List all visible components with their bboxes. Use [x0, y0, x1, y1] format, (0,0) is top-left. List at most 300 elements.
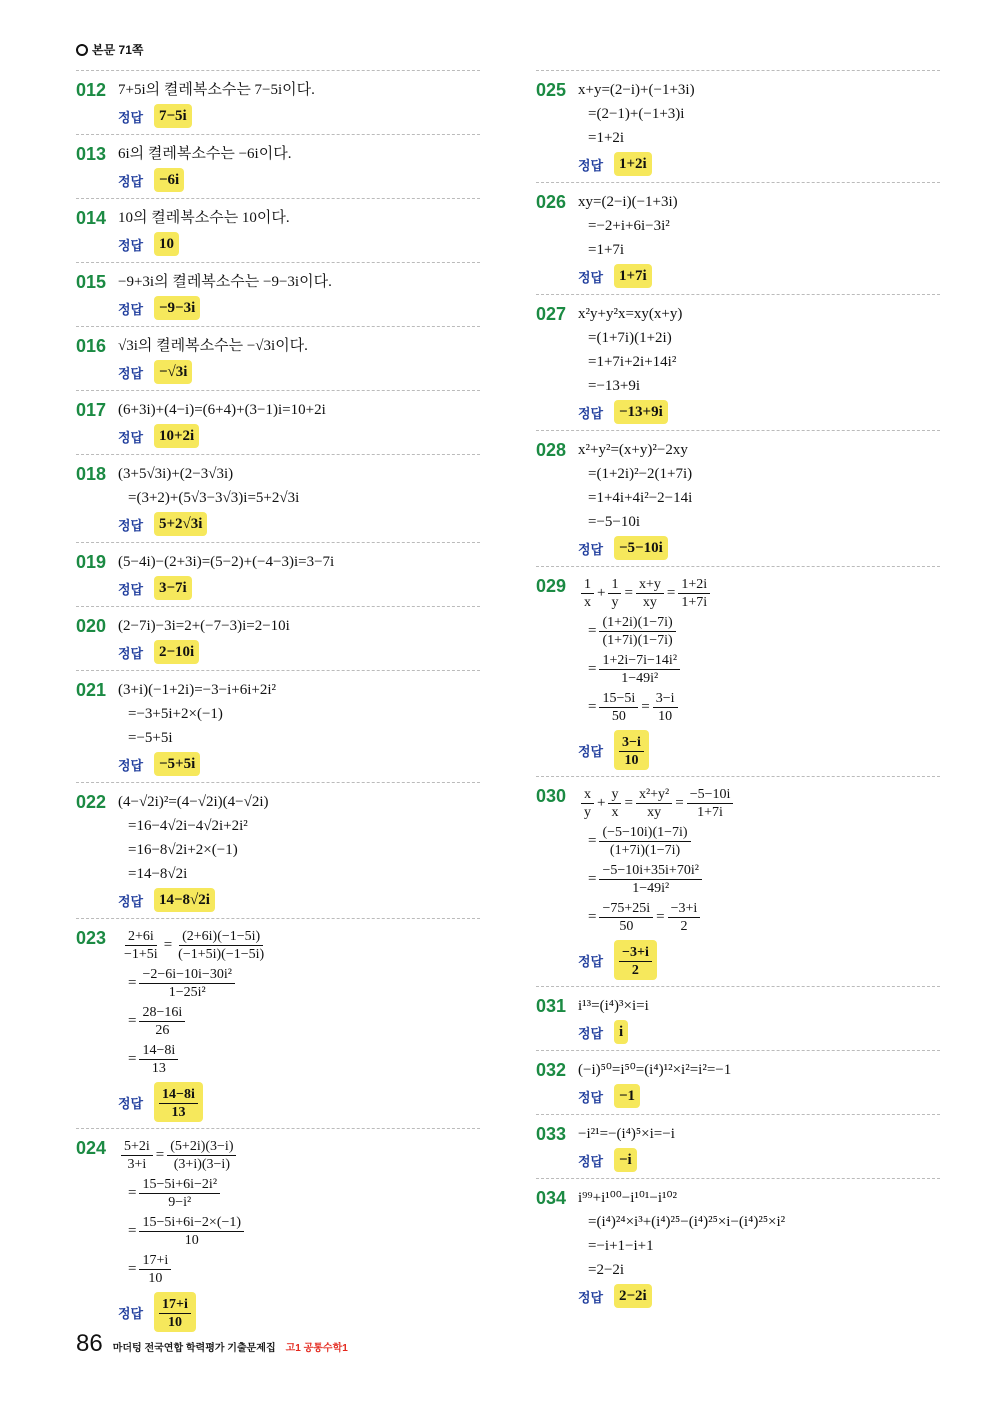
numerator: x+y [636, 576, 664, 594]
denominator: (1+7i)(1−7i) [609, 842, 681, 858]
solution-line [578, 612, 940, 650]
operator: = [588, 699, 597, 715]
fraction [619, 944, 652, 979]
answer-label: 정답 [118, 429, 144, 445]
solution-line: −9+3i의 켤레복소수는 −9−3i이다. [118, 274, 332, 290]
denominator: y [611, 594, 619, 610]
answer-value: −5−10i [614, 536, 668, 560]
numerator: y [608, 786, 621, 804]
denominator: xy [647, 804, 662, 820]
solution [578, 994, 940, 1044]
denominator: 3+i [127, 1156, 147, 1172]
problem-012 [76, 70, 480, 134]
numerator: 1+2i [678, 576, 710, 594]
subject-label: 고1 공통수학1 [285, 1343, 348, 1354]
problem-number: 025 [536, 80, 567, 100]
answer-row [118, 512, 480, 536]
solution-line: i¹³=(i⁴)³×i=i [578, 998, 649, 1014]
solution-line [578, 898, 940, 936]
solution-line: =2−2i [588, 1262, 625, 1278]
operator: = [588, 661, 597, 677]
fraction [139, 1252, 171, 1287]
answer-label: 정답 [118, 1095, 144, 1111]
fraction [121, 928, 161, 963]
solution-line [578, 650, 940, 688]
answer-value [614, 730, 649, 770]
denominator: 1−25i² [168, 984, 206, 1000]
answer-label: 정답 [578, 157, 604, 173]
fraction [608, 576, 621, 611]
solution-line: (−i)⁵⁰=i⁵⁰=(i⁴)¹²×i²=i²=−1 [578, 1062, 732, 1078]
solution-line: =−2+i+6i−3i² [588, 218, 670, 234]
problem-number: 020 [76, 616, 107, 636]
section-title: 본문 71쪽 [92, 43, 144, 57]
operator: = [656, 909, 665, 925]
solution-line: (2−7i)−3i=2+(−7−3)i=2−10i [118, 618, 290, 634]
solution [578, 78, 940, 176]
solution-line [118, 1002, 480, 1040]
problem-017 [76, 390, 480, 454]
solution-line: 6i의 켤레복소수는 −6i이다. [118, 146, 292, 162]
denominator: 10 [624, 753, 639, 768]
answer-value: −i [614, 1148, 637, 1172]
answer-value: 3−7i [154, 576, 192, 600]
numerator: 17+i [139, 1252, 171, 1270]
solution-line: =1+4i+4i²−2−14i [588, 490, 693, 506]
solution [118, 1136, 480, 1332]
problem-033 [536, 1114, 940, 1178]
solution-line: 7+5i의 켤레복소수는 7−5i이다. [118, 82, 315, 98]
answer-label: 정답 [118, 517, 144, 533]
fraction [687, 786, 734, 821]
solution-line: −i²¹=−(i⁴)⁵×i=−i [578, 1126, 675, 1142]
denominator: y [584, 804, 591, 820]
answer-label: 정답 [578, 269, 604, 285]
problem-number: 031 [536, 996, 567, 1016]
solution-line: =−5+5i [128, 730, 173, 746]
answer-row [578, 730, 940, 770]
denominator: 10 [167, 1315, 182, 1330]
operator: = [641, 699, 650, 715]
solution-line: =−5−10i [588, 514, 641, 530]
solution [118, 270, 480, 320]
answer-row [578, 152, 940, 176]
denominator: 1+7i [681, 594, 708, 610]
solution-line: x+y=(2−i)+(−1+3i) [578, 82, 695, 98]
operator: = [128, 1185, 137, 1201]
solution-line: =1+7i+2i+14i² [588, 354, 677, 370]
operator: = [624, 585, 633, 601]
answer-label: 정답 [578, 743, 604, 759]
fraction [581, 786, 594, 821]
problem-number: 022 [76, 792, 107, 812]
solution [578, 438, 940, 560]
solution-line: (6+3i)+(4−i)=(6+4)+(3−1)i=10+2i [118, 402, 326, 418]
circle-bullet-icon [76, 44, 88, 56]
solution-line [118, 1174, 480, 1212]
answer-label: 정답 [578, 541, 604, 557]
answer-label: 정답 [118, 581, 144, 597]
right-column [536, 70, 940, 1314]
fraction [175, 928, 267, 963]
answer-value: −13+9i [614, 400, 668, 424]
solution-line: xy=(2−i)(−1+3i) [578, 194, 678, 210]
operator: = [128, 975, 137, 991]
problem-016 [76, 326, 480, 390]
answer-row [118, 1082, 480, 1122]
operator: = [588, 833, 597, 849]
answer-label: 정답 [118, 645, 144, 661]
solution [578, 1186, 940, 1308]
operator: + [597, 585, 606, 601]
fraction [139, 1004, 185, 1039]
answer-row [118, 296, 480, 320]
denominator: 13 [151, 1060, 166, 1076]
answer-value: 14−8√2i [154, 888, 215, 912]
problem-031 [536, 986, 940, 1050]
problem-number: 017 [76, 400, 107, 420]
numerator: (−5−10i)(1−7i) [599, 824, 690, 842]
answer-value [614, 940, 657, 980]
left-column [76, 70, 480, 1338]
problem-015 [76, 262, 480, 326]
solution-line [578, 784, 940, 822]
problem-number: 032 [536, 1060, 567, 1080]
answer-row [118, 424, 480, 448]
numerator: (5+2i)(3−i) [167, 1138, 236, 1156]
solution-line [118, 1040, 480, 1078]
operator: = [624, 795, 633, 811]
answer-value: 5+2√3i [154, 512, 207, 536]
solution [118, 926, 480, 1122]
answer-row [118, 640, 480, 664]
problem-number: 015 [76, 272, 107, 292]
problem-number: 023 [76, 928, 107, 948]
numerator: 1+2i−7i−14i² [599, 652, 680, 670]
numerator: x [581, 786, 594, 804]
fraction [139, 1176, 220, 1211]
page-number: 86 [76, 1330, 103, 1357]
problem-number: 018 [76, 464, 107, 484]
solution-line: =(i⁴)²⁴×i³+(i⁴)²⁵−(i⁴)²⁵×i−(i⁴)²⁵×i² [588, 1214, 786, 1230]
problem-014 [76, 198, 480, 262]
solution-line [118, 964, 480, 1002]
fraction [159, 1086, 198, 1121]
problem-026 [536, 182, 940, 294]
solution-line [578, 860, 940, 898]
fraction [167, 1138, 236, 1173]
problem-number: 013 [76, 144, 107, 164]
denominator: 9−i² [168, 1194, 192, 1210]
denominator: 2 [631, 963, 639, 978]
solution-line: x²y+y²x=xy(x+y) [578, 306, 683, 322]
answer-value: 2−2i [614, 1284, 652, 1308]
numerator: 14−8i [159, 1086, 198, 1104]
problem-number: 019 [76, 552, 107, 572]
fraction [599, 690, 638, 725]
answer-value: −9−3i [154, 296, 200, 320]
problem-013 [76, 134, 480, 198]
operator: = [128, 1051, 137, 1067]
fraction [608, 786, 621, 821]
fraction [121, 1138, 153, 1173]
problem-number: 014 [76, 208, 107, 228]
problem-021 [76, 670, 480, 782]
solution-line [578, 574, 940, 612]
denominator: xy [642, 594, 657, 610]
solution-line [118, 1136, 480, 1174]
denominator: x [584, 594, 591, 610]
solution-line: =−i+1−i+1 [588, 1238, 654, 1254]
solution [118, 462, 480, 536]
fraction [636, 786, 672, 821]
fraction [636, 576, 664, 611]
problem-number: 021 [76, 680, 107, 700]
denominator: 1+7i [697, 804, 723, 820]
answer-row [118, 752, 480, 776]
fraction [653, 690, 678, 725]
operator: = [163, 937, 173, 953]
answer-value: −1 [614, 1084, 640, 1108]
solution-line: (3+5√3i)+(2−3√3i) [118, 466, 234, 482]
denominator: (−1+5i)(−1−5i) [178, 946, 265, 962]
numerator: −3+i [619, 944, 652, 962]
denominator: 26 [155, 1022, 170, 1038]
problem-028 [536, 430, 940, 566]
answer-row [118, 888, 480, 912]
solution [578, 784, 940, 980]
numerator: 14−8i [139, 1042, 178, 1060]
answer-row [578, 940, 940, 980]
answer-row [578, 536, 940, 560]
numerator: −75+25i [599, 900, 653, 918]
operator: = [128, 1261, 137, 1277]
operator: = [155, 1147, 165, 1163]
solution-line: (4−√2i)²=(4−√2i)(4−√2i) [118, 794, 269, 810]
problem-number: 034 [536, 1188, 567, 1208]
answer-label: 정답 [578, 405, 604, 421]
numerator: (2+6i)(−1−5i) [179, 928, 263, 946]
problem-030 [536, 776, 940, 986]
fraction [139, 966, 234, 1001]
answer-label: 정답 [578, 1089, 604, 1105]
solution [578, 574, 940, 770]
solution [578, 1058, 940, 1108]
answer-row [578, 1084, 940, 1108]
answer-label: 정답 [118, 893, 144, 909]
solution-line [118, 926, 480, 964]
solution-line: =(2−1)+(−1+3)i [588, 106, 685, 122]
problem-019 [76, 542, 480, 606]
operator: = [588, 623, 597, 639]
solution-line [578, 688, 940, 726]
answer-label: 정답 [118, 1305, 144, 1321]
numerator: 1 [608, 576, 621, 594]
answer-label: 정답 [578, 1289, 604, 1305]
answer-value: −6i [154, 168, 184, 192]
answer-row [578, 1284, 940, 1308]
problem-024 [76, 1128, 480, 1338]
numerator: −5−10i+35i+70i² [599, 862, 701, 880]
denominator: 10 [658, 708, 673, 724]
solution-line [118, 1212, 480, 1250]
solution [118, 678, 480, 776]
solution-line: i⁹⁹+i¹⁰⁰−i¹⁰¹−i¹⁰² [578, 1190, 678, 1206]
solution [118, 550, 480, 600]
solution-line: 10의 켤레복소수는 10이다. [118, 210, 290, 226]
solution [118, 142, 480, 192]
problem-number: 033 [536, 1124, 567, 1144]
answer-value [154, 1292, 196, 1332]
solution-line: =−3+5i+2×(−1) [128, 706, 223, 722]
operator: = [666, 585, 676, 601]
problem-number: 026 [536, 192, 567, 212]
answer-label: 정답 [118, 757, 144, 773]
answer-value: 1+2i [614, 152, 652, 176]
answer-row [118, 1292, 480, 1332]
problem-034 [536, 1178, 940, 1314]
solution [118, 614, 480, 664]
problem-032 [536, 1050, 940, 1114]
denominator: 10 [184, 1232, 199, 1248]
answer-row [118, 232, 480, 256]
solution [578, 190, 940, 288]
numerator: 3−i [619, 734, 644, 752]
numerator: 15−5i [599, 690, 638, 708]
denominator: 13 [171, 1105, 186, 1120]
problem-number: 028 [536, 440, 567, 460]
answer-label: 정답 [118, 173, 144, 189]
denominator: 50 [619, 918, 634, 934]
numerator: 28−16i [139, 1004, 185, 1022]
solution [578, 1122, 940, 1172]
fraction [581, 576, 594, 611]
numerator: 15−5i+6i−2×(−1) [139, 1214, 244, 1232]
fraction [678, 576, 710, 611]
solution-line [118, 1250, 480, 1288]
answer-label: 정답 [118, 237, 144, 253]
numerator: 2+6i [125, 928, 157, 946]
solution-line: =(3+2)+(5√3−3√3)i=5+2√3i [128, 490, 300, 506]
operator: + [597, 795, 606, 811]
solution [118, 398, 480, 448]
problem-023 [76, 918, 480, 1128]
numerator: 3−i [653, 690, 678, 708]
denominator: 2 [680, 918, 688, 934]
page-footer [76, 1330, 348, 1358]
denominator: 1−49i² [632, 880, 670, 896]
answer-label: 정답 [578, 953, 604, 969]
solution-line: =16−8√2i+2×(−1) [128, 842, 238, 858]
problem-number: 027 [536, 304, 567, 324]
answer-value: −5+5i [154, 752, 200, 776]
problem-number: 012 [76, 80, 107, 100]
numerator: x²+y² [636, 786, 672, 804]
answer-label: 정답 [578, 1153, 604, 1169]
problem-029 [536, 566, 940, 776]
denominator: (3+i)(3−i) [173, 1156, 230, 1172]
denominator: −1+5i [124, 946, 158, 962]
problem-018 [76, 454, 480, 542]
answer-value: 1+7i [614, 264, 652, 288]
answer-row [578, 264, 940, 288]
answer-row [118, 360, 480, 384]
fraction [599, 824, 690, 859]
solution-line: (5−4i)−(2+3i)=(5−2)+(−4−3)i=3−7i [118, 554, 335, 570]
problem-number: 030 [536, 786, 567, 806]
answer-value: i [614, 1020, 628, 1044]
answer-value: 10 [154, 232, 179, 256]
answer-value: 7−5i [154, 104, 192, 128]
fraction [139, 1214, 244, 1249]
answer-row [118, 576, 480, 600]
answer-label: 정답 [118, 109, 144, 125]
problem-number: 016 [76, 336, 107, 356]
problem-020 [76, 606, 480, 670]
problem-025 [536, 70, 940, 182]
book-title: 마더텅 전국연합 학력평가 기출문제집 [112, 1343, 276, 1354]
answer-value: −√3i [154, 360, 192, 384]
solution-line: =(1+7i)(1+2i) [588, 330, 672, 346]
solution-line: x²+y²=(x+y)²−2xy [578, 442, 688, 458]
operator: = [588, 871, 597, 887]
solution-line: (3+i)(−1+2i)=−3−i+6i+2i² [118, 682, 276, 698]
operator: = [675, 795, 684, 811]
answer-row [118, 168, 480, 192]
solution [118, 78, 480, 128]
answer-value [154, 1082, 203, 1122]
numerator: 5+2i [121, 1138, 153, 1156]
answer-label: 정답 [118, 365, 144, 381]
solution-line [578, 822, 940, 860]
answer-label: 정답 [118, 301, 144, 317]
solution [578, 302, 940, 424]
solution-line: √3i의 켤레복소수는 −√3i이다. [118, 338, 308, 354]
solution [118, 334, 480, 384]
answer-value: 10+2i [154, 424, 199, 448]
solution [118, 790, 480, 912]
solution-line: =−13+9i [588, 378, 641, 394]
denominator: 50 [611, 708, 626, 724]
solution-line: =14−8√2i [128, 866, 188, 882]
problem-027 [536, 294, 940, 430]
numerator: (1+2i)(1−7i) [599, 614, 675, 632]
operator: = [588, 909, 597, 925]
operator: = [128, 1223, 137, 1239]
numerator: 1 [581, 576, 594, 594]
solution-line: =1+2i [588, 130, 625, 146]
solution-line: =1+7i [588, 242, 625, 258]
denominator: 1−49i² [621, 670, 659, 686]
solution-line: =16−4√2i−4√2i+2i² [128, 818, 248, 834]
problem-number: 029 [536, 576, 567, 596]
numerator: 17+i [159, 1296, 191, 1314]
denominator: (1+7i)(1−7i) [602, 632, 673, 648]
answer-row [118, 104, 480, 128]
answer-row [578, 400, 940, 424]
problem-number: 024 [76, 1138, 107, 1158]
answer-row [578, 1020, 940, 1044]
fraction [599, 862, 701, 897]
answer-label: 정답 [578, 1025, 604, 1041]
operator: = [128, 1013, 137, 1029]
numerator: −2−6i−10i−30i² [139, 966, 234, 984]
solution [118, 206, 480, 256]
numerator: −5−10i [687, 786, 734, 804]
answer-value: 2−10i [154, 640, 199, 664]
denominator: 10 [148, 1270, 163, 1286]
problem-022 [76, 782, 480, 918]
